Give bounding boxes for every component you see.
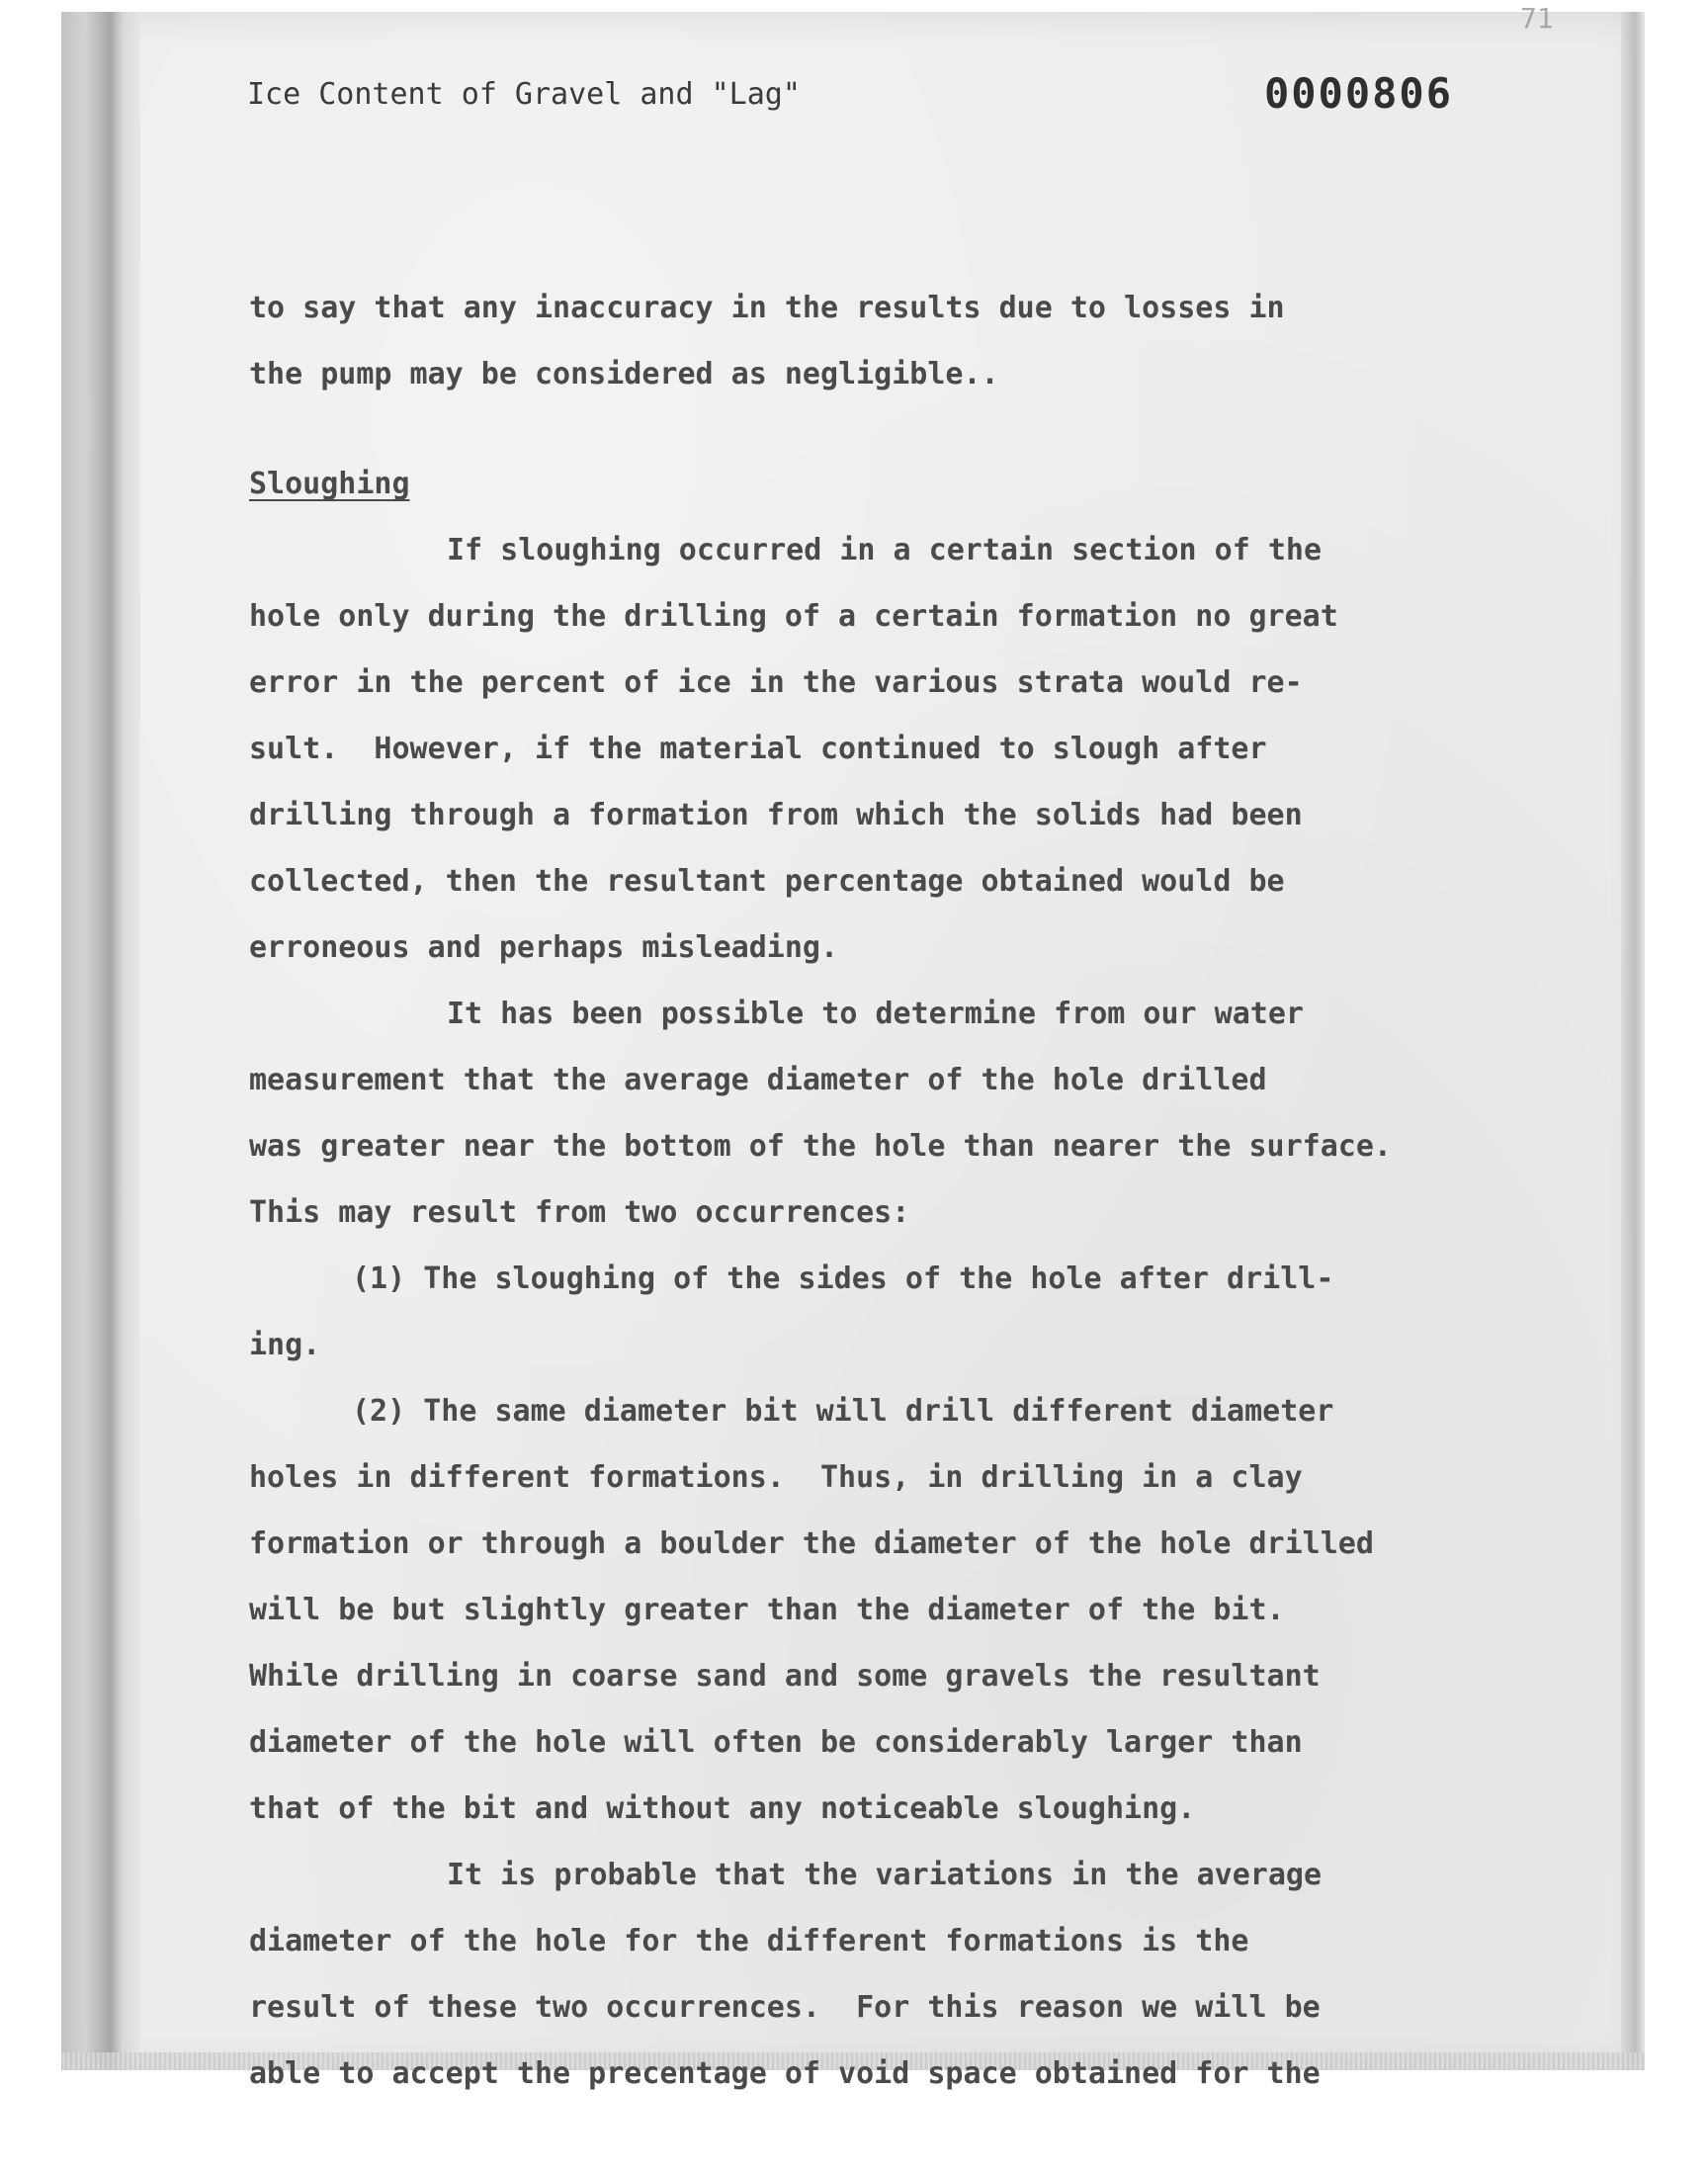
list-item-line: ing. xyxy=(249,1328,321,1362)
text-line: hole only during the drilling of a certain formation no great xyxy=(249,599,1338,634)
list-item-line: diameter of the hole will often be considerably larger than xyxy=(249,1725,1303,1760)
section-heading: Sloughing xyxy=(249,467,410,501)
document-number: 0000806 xyxy=(1263,69,1453,118)
binding-shadow xyxy=(61,12,140,2070)
running-title: Ice Content of Gravel and "Lag" xyxy=(247,77,801,112)
text-line: diameter of the hole for the different formations is the xyxy=(249,1924,1249,1958)
text-line: sult. However, if the material continued to slough after xyxy=(249,732,1267,766)
corner-page-mark: 71 xyxy=(1520,2,1554,35)
list-item-line: While drilling in coarse sand and some gravels the resultant xyxy=(249,1659,1321,1694)
text-line: collected, then the resultant percentage obtained would be xyxy=(249,864,1285,899)
text-line: to say that any inaccuracy in the results due to losses in xyxy=(249,291,1285,325)
text-line: measurement that the average diameter of the hole drilled xyxy=(249,1063,1267,1097)
text-line: error in the percent of ice in the various strata would re- xyxy=(249,665,1303,700)
text-line: If sloughing occurred in a certain section of the xyxy=(447,533,1323,567)
spacer xyxy=(249,407,1534,451)
page-header xyxy=(247,69,1453,127)
text-line: was greater near the bottom of the hole than nearer the surface. xyxy=(249,1129,1392,1164)
list-item-line: formation or through a boulder the diameter of the hole drilled xyxy=(249,1526,1374,1561)
text-line: It is probable that the variations in the average xyxy=(447,1858,1323,1892)
text-line: It has been possible to determine from our water xyxy=(447,997,1304,1031)
section-heading-line xyxy=(249,451,1534,517)
list-item-line: that of the bit and without any noticeable sloughing. xyxy=(249,1791,1196,1826)
list-item-line: (2) The same diameter bit will drill different diameter xyxy=(352,1394,1334,1429)
text-line: erroneous and perhaps misleading. xyxy=(249,930,839,965)
text-line: This may result from two occurrences: xyxy=(249,1195,910,1230)
text-line: able to accept the precentage of void space obtained for the xyxy=(249,2056,1321,2091)
list-item-line: will be but slightly greater than the diameter of the bit. xyxy=(249,1593,1285,1627)
page-right-edge xyxy=(1621,12,1645,2070)
list-item-line: (1) The sloughing of the sides of the hole after drill- xyxy=(352,1262,1334,1296)
list-item-line: holes in different formations. Thus, in drilling in a clay xyxy=(249,1460,1303,1495)
text-line: drilling through a formation from which the solids had been xyxy=(249,798,1303,832)
document-body xyxy=(249,275,1534,2107)
text-line: result of these two occurrences. For this reason we will be xyxy=(249,1990,1321,2025)
text-line: the pump may be considered as negligible.. xyxy=(249,357,999,392)
